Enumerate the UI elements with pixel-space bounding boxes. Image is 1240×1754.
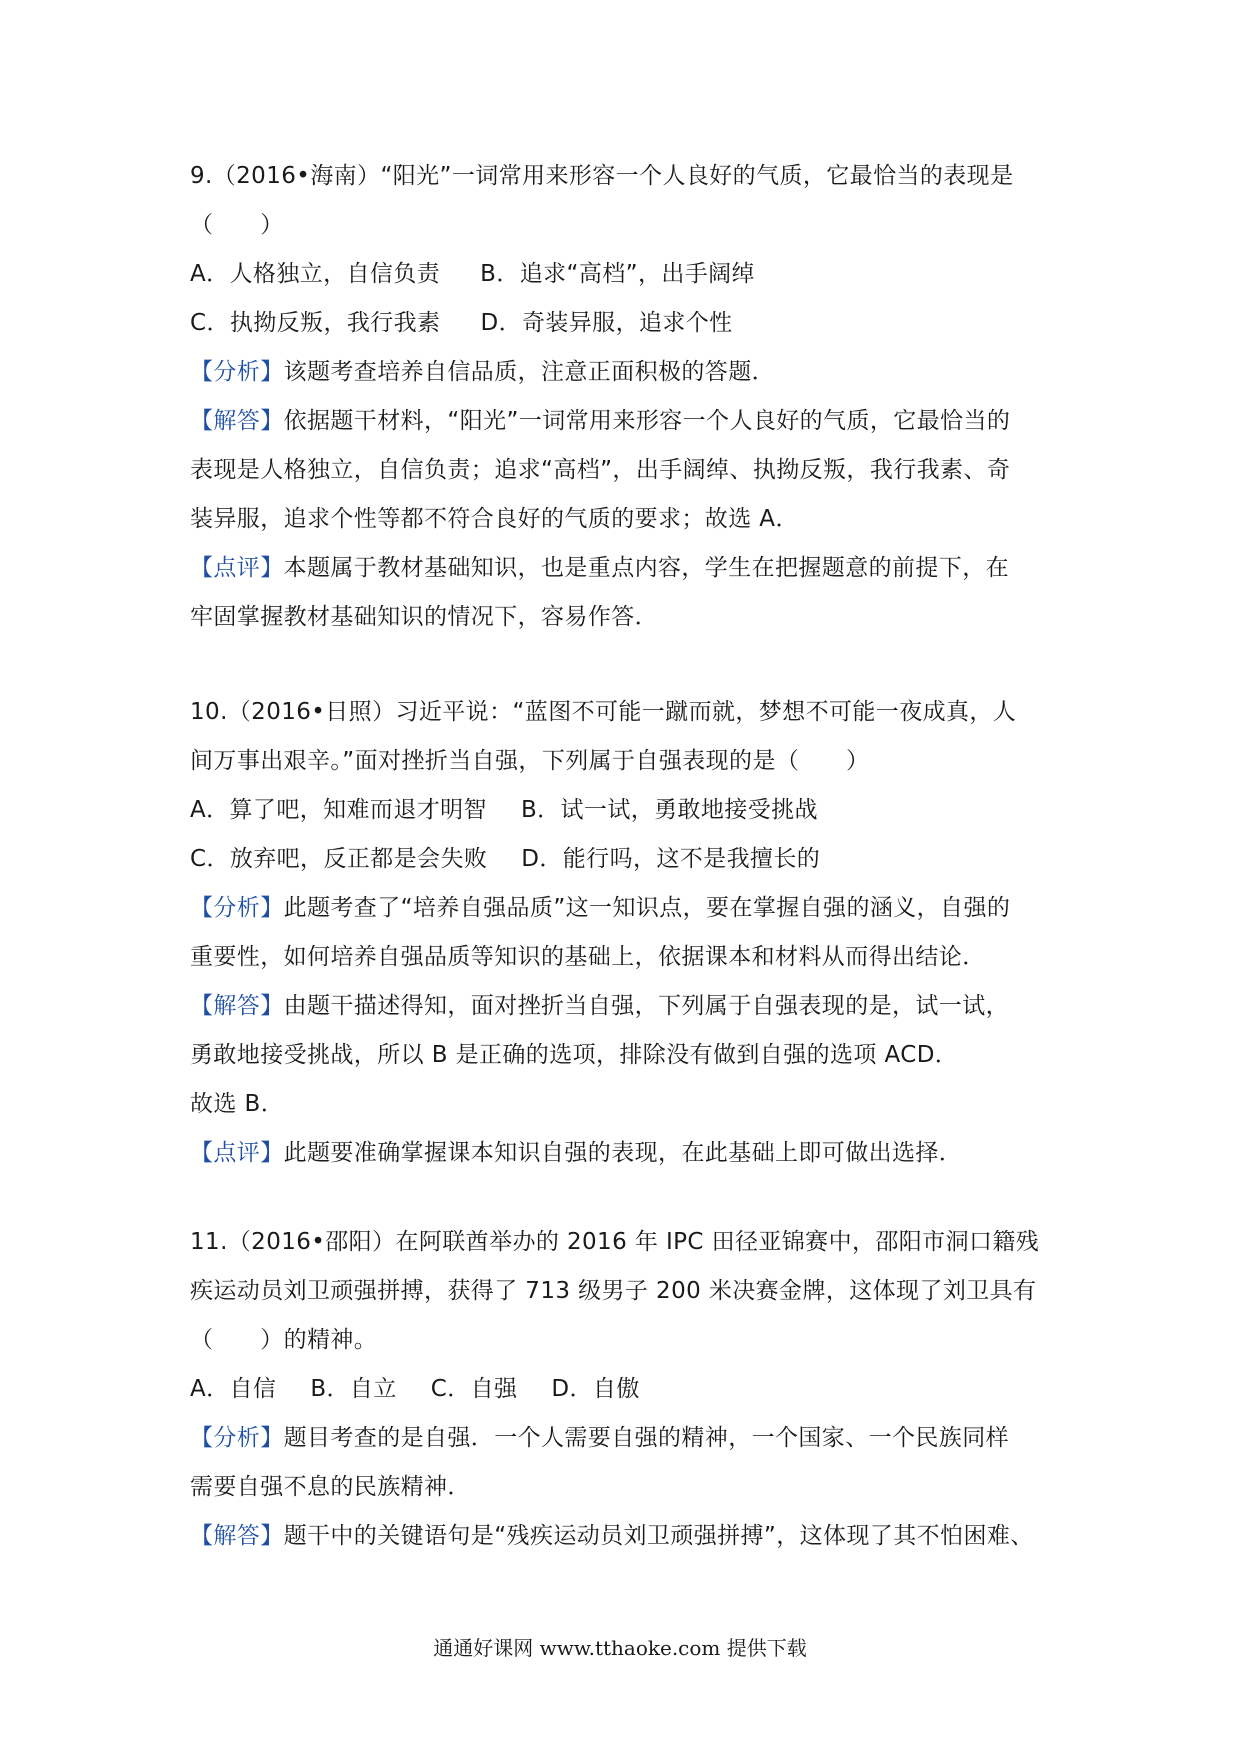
page-footer: 通通好课网 www.tthaoke.com 提供下载 bbox=[433, 1636, 807, 1660]
option-d: D．自傲 bbox=[551, 1376, 640, 1402]
analysis-tag: 【分析】 bbox=[190, 359, 284, 385]
analysis-cont: 重要性，如何培养自强品质等知识的基础上，依据课本和材料从而得出结论． bbox=[190, 944, 986, 970]
option-c: C．自强 bbox=[430, 1376, 518, 1402]
options-row bbox=[190, 1365, 1070, 1414]
option-d: D．能行吗，这不是我擅长的 bbox=[521, 846, 821, 872]
question-stem: 10.（2016•日照）习近平说：“蓝图不可能一蹴而就，梦想不可能一夜成真，人 bbox=[190, 699, 1017, 725]
options-row-ab bbox=[190, 786, 1070, 835]
answer-text: 由题干描述得知，面对挫折当自强，下列属于自强表现的是，试一试， bbox=[283, 993, 1010, 1019]
comment-text: 此题要准确掌握课本知识自强的表现，在此基础上即可做出选择． bbox=[283, 1140, 963, 1166]
comment bbox=[190, 544, 1070, 593]
answer bbox=[190, 1512, 1070, 1561]
question-10 bbox=[190, 688, 1070, 1178]
question-11 bbox=[190, 1218, 1070, 1561]
answer-text: 依据题干材料，“阳光”一词常用来形容一个人良好的气质，它最恰当的 bbox=[283, 408, 1011, 434]
comment-cont: 牢固掌握教材基础知识的情况下，容易作答． bbox=[190, 604, 658, 630]
answer bbox=[190, 982, 1070, 1031]
question-stem-cont: （ ）的精神。 bbox=[190, 1327, 378, 1353]
option-c: C．执拗反叛，我行我素 bbox=[190, 310, 441, 336]
question-stem-cont: （ ） bbox=[190, 212, 284, 238]
answer-tag: 【解答】 bbox=[190, 993, 284, 1019]
question-stem-cont: 间万事出艰辛。”面对挫折当自强，下列属于自强表现的是（ ） bbox=[190, 748, 870, 774]
option-c: C．放弃吧，反正都是会失败 bbox=[190, 846, 488, 872]
analysis-cont: 需要自强不息的民族精神． bbox=[190, 1474, 471, 1500]
analysis bbox=[190, 884, 1070, 933]
answer-cont: 装异服，追求个性等都不符合良好的气质的要求；故选 A． bbox=[190, 506, 799, 532]
analysis bbox=[190, 1414, 1070, 1463]
answer-text: 题干中的关键语句是“残疾运动员刘卫顽强拼搏”，这体现了其不怕困难、 bbox=[283, 1523, 1034, 1549]
question-stem-cont: 疾运动员刘卫顽强拼搏，获得了 713 级男子 200 米决赛金牌，这体现了刘卫具有 bbox=[190, 1278, 1037, 1304]
answer-cont: 故选 B． bbox=[190, 1091, 285, 1117]
answer-tag: 【解答】 bbox=[190, 1523, 284, 1549]
analysis-tag: 【分析】 bbox=[190, 895, 284, 921]
option-a: A．人格独立，自信负责 bbox=[190, 261, 441, 287]
comment-tag: 【点评】 bbox=[190, 1140, 284, 1166]
comment bbox=[190, 1129, 1070, 1178]
option-d: D．奇装异服，追求个性 bbox=[480, 310, 733, 336]
answer-tag: 【解答】 bbox=[190, 408, 284, 434]
answer bbox=[190, 397, 1070, 446]
options-row-cd bbox=[190, 299, 1070, 348]
options-row-ab bbox=[190, 250, 1070, 299]
analysis-text: 此题考查了“培养自强品质”这一知识点，要在掌握自强的涵义，自强的 bbox=[283, 895, 1011, 921]
question-9 bbox=[190, 152, 1070, 642]
answer-cont: 勇敢地接受挑战，所以 B 是正确的选项，排除没有做到自强的选项 ACD． bbox=[190, 1042, 959, 1068]
analysis-tag: 【分析】 bbox=[190, 1425, 284, 1451]
comment-text: 本题属于教材基础知识，也是重点内容，学生在把握题意的前提下，在 bbox=[283, 555, 1010, 581]
answer-cont: 表现是人格独立，自信负责；追求“高档”，出手阔绰、执拗反叛，我行我素、奇 bbox=[190, 457, 1011, 483]
option-a: A．算了吧，知难而退才明智 bbox=[190, 797, 487, 823]
option-b: B．追求“高档”，出手阔绰 bbox=[480, 261, 755, 287]
analysis-text: 该题考查培养自信品质，注意正面积极的答题． bbox=[283, 359, 776, 385]
option-a: A．自信 bbox=[190, 1376, 277, 1402]
options-row-cd bbox=[190, 835, 1070, 884]
option-b: B．试一试，勇敢地接受挑战 bbox=[520, 797, 818, 823]
comment-tag: 【点评】 bbox=[190, 555, 284, 581]
analysis bbox=[190, 348, 1070, 397]
analysis-text: 题目考查的是自强．一个人需要自强的精神，一个国家、一个民族同样 bbox=[283, 1425, 1010, 1451]
question-stem: 9.（2016•海南）“阳光”一词常用来形容一个人良好的气质，它最恰当的表现是 bbox=[190, 163, 1014, 189]
question-stem: 11.（2016•邵阳）在阿联酋举办的 2016 年 IPC 田径亚锦赛中，邵阳市洞口籍残 bbox=[190, 1229, 1040, 1255]
option-b: B．自立 bbox=[310, 1376, 397, 1402]
